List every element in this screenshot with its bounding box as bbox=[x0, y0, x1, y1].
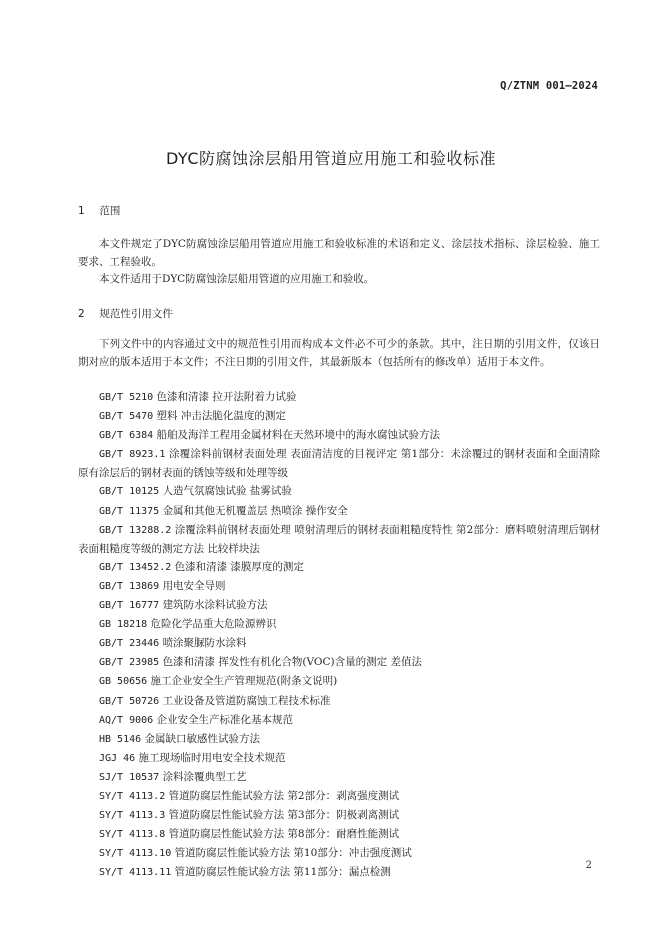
reference-item bbox=[78, 634, 600, 653]
paragraph: 本文件适用于DYC防腐蚀涂层船用管道的应用施工和验收。 bbox=[99, 273, 375, 285]
reference-title: 喷涂聚脲防水涂料 bbox=[162, 637, 247, 650]
section-body-scope bbox=[78, 236, 600, 289]
reference-code: SY/T 4113.10 bbox=[99, 848, 172, 860]
reference-item bbox=[78, 787, 600, 806]
section-title: 规范性引用文件 bbox=[99, 308, 173, 320]
reference-title: 管道防腐层性能试验方法 第10部分：冲击强度测试 bbox=[174, 847, 412, 860]
page-title: DYC防腐蚀涂层船用管道应用施工和验收标准 bbox=[165, 149, 497, 168]
reference-item bbox=[78, 445, 600, 482]
reference-item bbox=[78, 806, 600, 825]
reference-title: 色漆和清漆 拉开法附着力试验 bbox=[156, 391, 297, 403]
reference-item bbox=[78, 596, 600, 615]
reference-title: 工业设备及管道防腐蚀工程技术标准 bbox=[162, 694, 331, 707]
section-number: 2 bbox=[78, 308, 85, 320]
reference-title: 色漆和清漆 漆膜厚度的测定 bbox=[174, 560, 304, 573]
reference-code: SY/T 4113.3 bbox=[99, 810, 166, 822]
section-number: 1 bbox=[78, 205, 85, 217]
reference-code: GB/T 23985 bbox=[99, 657, 160, 669]
reference-code: SY/T 4113.11 bbox=[99, 867, 172, 879]
reference-item bbox=[78, 825, 600, 844]
reference-item bbox=[78, 521, 600, 558]
reference-code: GB/T 5210 bbox=[99, 392, 154, 403]
reference-title: 企业安全生产标准化基本规范 bbox=[156, 713, 294, 726]
reference-code: AQ/T 9006 bbox=[99, 714, 154, 726]
reference-title: 塑料 冲击法脆化温度的测定 bbox=[156, 410, 286, 423]
reference-item bbox=[78, 672, 600, 691]
reference-title: 管道防腐层性能试验方法 第3部分：阴极剥离测试 bbox=[168, 809, 400, 822]
reference-code: GB/T 6384 bbox=[99, 430, 154, 442]
reference-code: GB/T 16777 bbox=[99, 600, 160, 612]
reference-item bbox=[78, 577, 600, 596]
reference-title: 人造气氛腐蚀试验 盐雾试验 bbox=[162, 485, 292, 498]
reference-code: GB/T 50726 bbox=[99, 695, 160, 707]
reference-code: HB 5146 bbox=[99, 733, 142, 745]
page-number: 2 bbox=[585, 860, 592, 871]
reference-item bbox=[78, 863, 600, 882]
reference-title: 管道防腐层性能试验方法 第11部分：漏点检测 bbox=[174, 866, 391, 879]
reference-code: SJ/T 10537 bbox=[99, 771, 160, 783]
reference-item bbox=[78, 482, 600, 501]
reference-title: 船舶及海洋工程用金属材料在天然环境中的海水腐蚀试验方法 bbox=[156, 429, 441, 442]
reference-title: 管道防腐层性能试验方法 第2部分：剥离强度测试 bbox=[168, 789, 400, 802]
reference-code: GB/T 5470 bbox=[99, 411, 154, 423]
reference-title: 涂覆涂料前钢材表面处理 表面清洁度的目视评定 第1部分：未涂覆过的钢材表面和全面清除原有涂层后的钢材表面的锈蚀等级和处理等级 bbox=[78, 448, 601, 480]
section-heading-normative-references bbox=[78, 306, 173, 321]
section-heading-scope bbox=[78, 203, 120, 218]
section-title: 范围 bbox=[99, 205, 121, 217]
reference-list bbox=[78, 388, 600, 882]
reference-code: GB/T 10125 bbox=[99, 486, 160, 498]
reference-code: GB/T 13869 bbox=[99, 580, 160, 592]
reference-item bbox=[78, 502, 600, 521]
reference-title: 金属和其他无机覆盖层 热喷涂 操作安全 bbox=[162, 504, 348, 517]
reference-title: 危险化学品重大危险源辨识 bbox=[150, 618, 277, 631]
reference-item bbox=[78, 426, 600, 445]
reference-code: GB 50656 bbox=[99, 676, 148, 688]
reference-item bbox=[78, 558, 600, 577]
reference-code: SY/T 4113.8 bbox=[99, 829, 166, 841]
reference-code: GB/T 8923.1 bbox=[99, 449, 166, 461]
reference-code: GB/T 11375 bbox=[99, 505, 160, 517]
document-code: Q/ZTNM 001—2024 bbox=[500, 80, 598, 92]
reference-item bbox=[78, 730, 600, 749]
reference-code: GB 18218 bbox=[99, 619, 148, 631]
reference-title: 金属缺口敏感性试验方法 bbox=[144, 732, 260, 745]
reference-item bbox=[78, 407, 600, 426]
section-body-normative-references bbox=[78, 336, 600, 371]
reference-title: 用电安全导则 bbox=[162, 579, 226, 592]
reference-item bbox=[78, 653, 600, 672]
reference-code: GB/T 13452.2 bbox=[99, 561, 172, 573]
reference-item bbox=[78, 844, 600, 863]
reference-code: GB/T 23446 bbox=[99, 638, 160, 650]
reference-code: GB/T 13288.2 bbox=[99, 524, 172, 536]
reference-item bbox=[78, 768, 600, 787]
reference-item bbox=[78, 692, 600, 711]
paragraph: 下列文件中的内容通过文中的规范性引用而构成本文件必不可少的条款。其中，注日期的引用文件，仅该日期对应的版本适用于本文件；不注日期的引用文件，其最新版本（包括所有的修改单）适用于本文件。 bbox=[78, 338, 600, 368]
reference-item bbox=[78, 388, 600, 407]
reference-item bbox=[78, 615, 600, 634]
reference-item bbox=[78, 749, 600, 768]
reference-title: 施工现场临时用电安全技术规范 bbox=[138, 751, 286, 764]
paragraph: 本文件规定了DYC防腐蚀涂层船用管道应用施工和验收标准的术语和定义、涂层技术指标、涂层检验、施工要求、工程验收。 bbox=[78, 238, 600, 268]
reference-title: 色漆和清漆 挥发性有机化合物(VOC)含量的测定 差值法 bbox=[162, 656, 422, 669]
reference-code: JGJ 46 bbox=[99, 752, 136, 764]
reference-code: SY/T 4113.2 bbox=[99, 790, 166, 802]
reference-title: 涂料涂覆典型工艺 bbox=[162, 770, 247, 783]
reference-title: 管道防腐层性能试验方法 第8部分：耐磨性能测试 bbox=[168, 828, 400, 841]
reference-item bbox=[78, 711, 600, 730]
reference-title: 涂覆涂料前钢材表面处理 喷射清理后的钢材表面粗糙度特性 第2部分：磨料喷射清理后钢材表面粗糙度等级的测定方法 比较样块法 bbox=[78, 523, 601, 555]
reference-title: 建筑防水涂料试验方法 bbox=[162, 599, 268, 612]
reference-title: 施工企业安全生产管理规范(附条文说明) bbox=[150, 675, 338, 688]
